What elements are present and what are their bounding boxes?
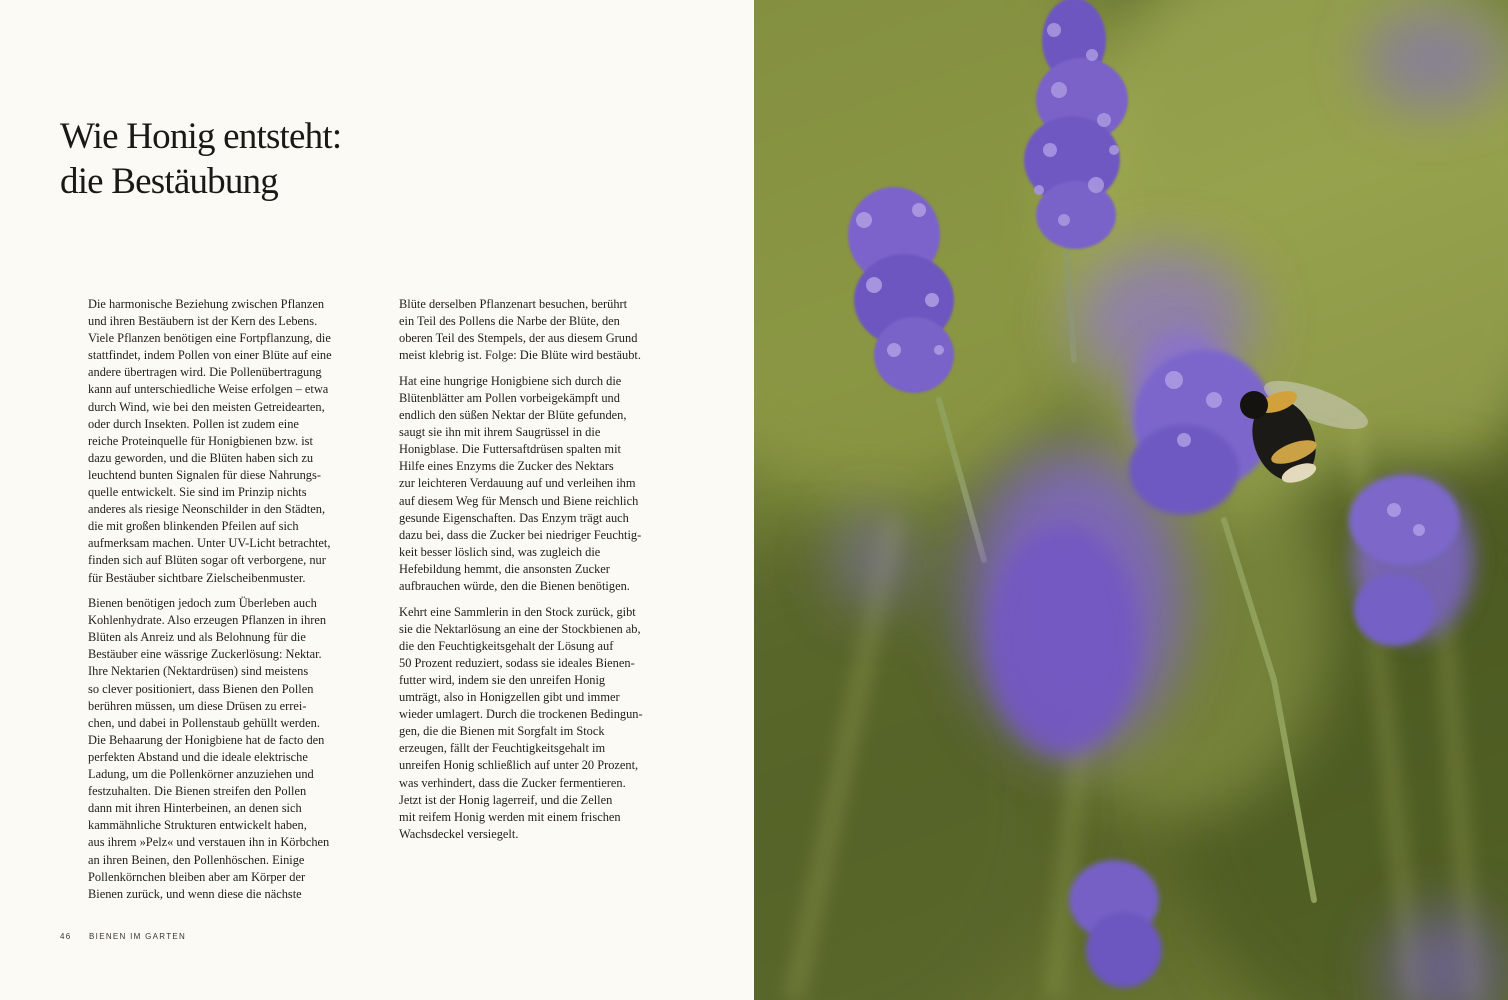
text-line: und ihren Bestäubern ist der Kern des Lebens. — [88, 314, 318, 329]
text-line: aus ihrem »Pelz« und verstauen ihn in Körbchen — [88, 835, 330, 850]
text-line: dann mit ihren Hinterbeinen, an denen sich — [88, 801, 302, 816]
text-line: Hat eine hungrige Honigbiene sich durch die — [399, 373, 622, 388]
photo-illustration — [754, 0, 1508, 1000]
text-line: zur leichteren Verdauung auf und verleihen ihm — [399, 476, 636, 491]
text-line: Bienen benötigen jedoch zum Überleben auch — [88, 596, 317, 611]
page-title — [60, 114, 700, 204]
page-footer — [60, 932, 186, 941]
text-line: die den Feuchtigkeitsgehalt der Lösung auf — [399, 638, 614, 653]
text-line: chen, und dabei in Pollenstaub gehüllt werden. — [88, 715, 320, 730]
text-line: 50 Prozent reduziert, sodass sie ideales Bienen- — [399, 655, 635, 670]
text-line: sie die Nektarlösung an eine der Stockbienen ab, — [399, 621, 641, 636]
text-line: dazu bei, dass die Zucker bei niedriger Feuchtig- — [399, 527, 642, 542]
text-line: auf diesem Weg für Mensch und Biene reichlich — [399, 493, 639, 508]
text-column-left — [88, 296, 358, 911]
text-line: für Bestäuber sichtbare Zielscheibenmuster. — [88, 570, 306, 585]
text-line: Ihre Nektarien (Nektardrüsen) sind meistens — [88, 664, 309, 679]
text-line: was verhindert, dass die Zucker fermentieren. — [399, 775, 626, 790]
paragraph — [399, 296, 667, 364]
text-line: die mit großen blinkenden Pfeilen auf sich — [88, 519, 299, 534]
text-line: durch Wind, wie bei den meisten Getreidearten, — [88, 399, 325, 414]
text-line: unreifen Honig schließlich auf unter 20 Prozent, — [399, 758, 639, 773]
text-line: Kehrt eine Sammlerin in den Stock zurück, gibt — [399, 604, 636, 619]
text-line: aufmerksam machen. Unter UV-Licht betrachtet, — [88, 536, 331, 551]
text-line: leuchtend bunten Signalen für diese Nahrungs- — [88, 467, 321, 482]
text-line: mit reifem Honig werden mit einem frischen — [399, 809, 621, 824]
paragraph — [399, 373, 667, 595]
text-line: aufbrauchen würde, den die Bienen benötigen. — [399, 579, 630, 593]
text-line: kann auf unterschiedliche Weise erfolgen – etwa — [88, 382, 329, 397]
text-line: stattfindet, indem Pollen von einer Blüte auf eine — [88, 348, 332, 363]
text-line: Kohlenhydrate. Also erzeugen Pflanzen in ihren — [88, 613, 327, 628]
text-line: futter wird, indem sie den unreifen Honig — [399, 672, 606, 687]
text-line: Hefebildung hemmt, die ansonsten Zucker — [399, 561, 610, 576]
text-line: Blütenblätter am Pollen vorbeigekämpft und — [399, 390, 620, 405]
text-line: erzeugen, fällt der Feuchtigkeitsgehalt im — [399, 741, 606, 756]
text-line: an ihren Beinen, den Pollenhöschen. Einige — [88, 852, 305, 867]
text-line: anderes als riesige Neonschilder in den Städten, — [88, 502, 326, 517]
text-line: meist klebrig ist. Folge: Die Blüte wird bestäubt. — [399, 348, 641, 363]
text-line: Die Behaarung der Honigbiene hat de facto den — [88, 732, 325, 747]
text-line: keit besser löslich sind, was zugleich die — [399, 544, 601, 559]
text-line: so clever positioniert, dass Bienen den Pollen — [88, 681, 314, 696]
text-line: finden sich auf Blüten sogar oft verborgene, nur — [88, 553, 326, 568]
text-line: oder durch Insekten. Pollen ist zudem eine — [88, 416, 299, 431]
text-line: Pollenkörnchen bleiben aber am Körper der — [88, 869, 306, 884]
text-line: perfekten Abstand und die ideale elektrische — [88, 749, 308, 764]
text-line: Blüten als Anreiz und als Belohnung für die — [88, 630, 306, 645]
page-number: 46 — [60, 932, 72, 941]
text-line: gesunde Eigenschaften. Das Enzym trägt auch — [399, 510, 629, 525]
text-line: kammähnliche Strukturen entwickelt haben, — [88, 818, 307, 833]
text-line: ein Teil des Pollens die Narbe der Blüte, den — [399, 314, 620, 329]
text-line: quelle entwickelt. Sie sind im Prinzip nichts — [88, 485, 307, 500]
text-line: Viele Pflanzen benötigen eine Fortpflanzung, die — [88, 331, 331, 346]
text-column-right — [399, 296, 667, 851]
text-line: Wachsdeckel versiegelt. — [399, 826, 519, 841]
title-line-2: die Bestäubung — [60, 161, 278, 202]
text-line: saugt sie ihn mit ihrem Saugrüssel in die — [399, 425, 601, 440]
paragraph — [88, 595, 358, 903]
lavender-bee-photo — [754, 0, 1508, 1000]
text-line: Die harmonische Beziehung zwischen Pflanzen — [88, 297, 325, 311]
running-title: BIENEN IM GARTEN — [89, 932, 187, 941]
text-line: Honigblase. Die Futtersaftdrüsen spalten mit — [399, 442, 621, 457]
text-line: endlich den süßen Nektar der Blüte gefunden, — [399, 408, 627, 423]
paragraph — [88, 296, 358, 587]
text-line: oberen Teil des Stempels, der aus diesem Grund — [399, 331, 638, 346]
text-line: gen, die die Bienen mit Sorgfalt im Stock — [399, 724, 605, 739]
text-line: reiche Proteinquelle für Honigbienen bzw. ist — [88, 433, 313, 448]
text-line: wieder umlagert. Durch die trockenen Bedingun- — [399, 707, 643, 722]
text-line: Bienen zurück, und wenn diese die nächste — [88, 886, 302, 901]
text-line: Jetzt ist der Honig lagerreif, und die Zellen — [399, 792, 613, 807]
text-line: berühren müssen, um diese Drüsen zu errei- — [88, 698, 307, 713]
text-line: Blüte derselben Pflanzenart besuchen, berührt — [399, 297, 628, 311]
text-line: umträgt, also in Honigzellen gibt und immer — [399, 690, 620, 705]
text-line: Bestäuber eine wässrige Zuckerlösung: Nektar. — [88, 647, 322, 662]
text-line: Ladung, um die Pollenkörner anzuziehen und — [88, 767, 314, 782]
text-line: festzuhalten. Die Bienen streifen den Pollen — [88, 784, 307, 799]
text-line: Hilfe eines Enzyms die Zucker des Nektars — [399, 459, 614, 474]
paragraph — [399, 604, 667, 843]
text-line: andere übertragen wird. Die Pollenübertragung — [88, 365, 322, 380]
title-line-1: Wie Honig entsteht: — [60, 116, 342, 157]
text-line: dazu geworden, und die Blüten haben sich zu — [88, 450, 314, 465]
